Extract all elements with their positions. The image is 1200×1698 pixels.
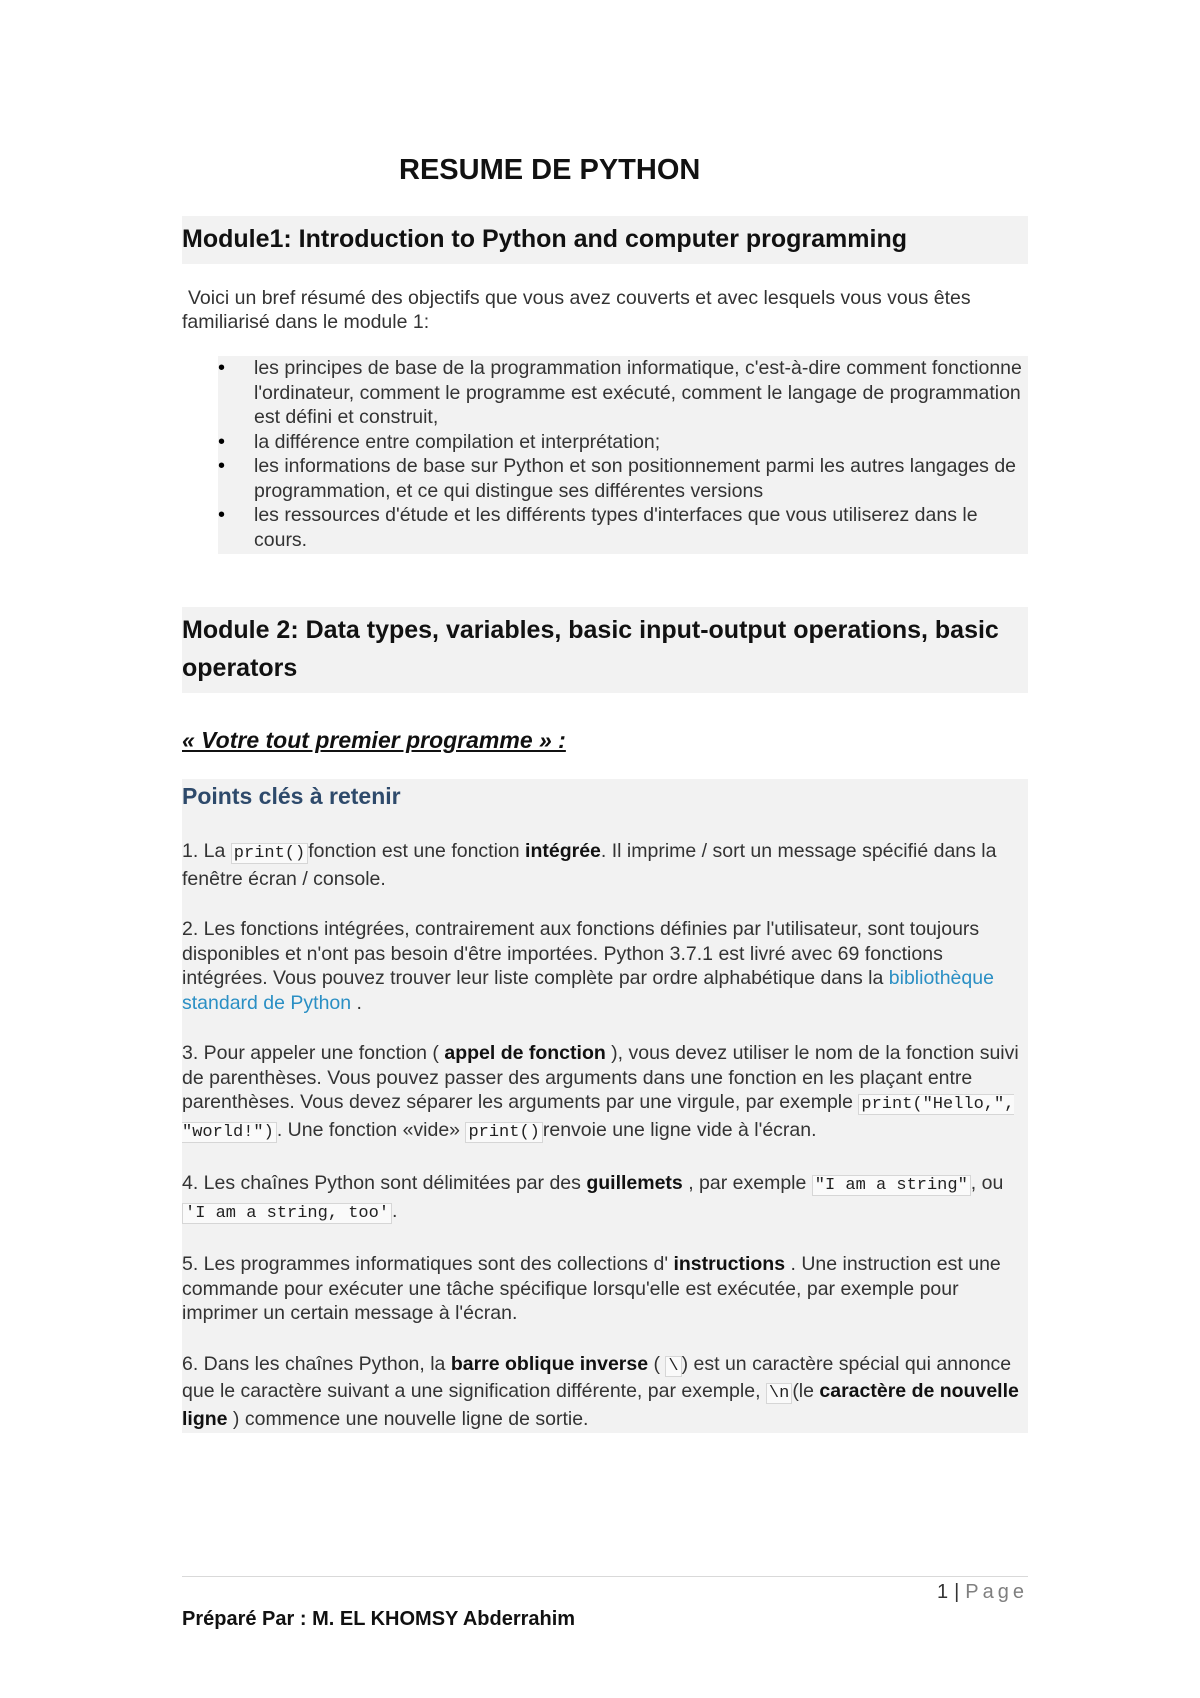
module1-intro-text: Voici un bref résumé des objectifs que vous avez couverts et avec lesquels vous vous êtes familiarisé dans le module 1: <box>182 287 971 333</box>
document-title: RESUME DE PYTHON <box>399 154 701 186</box>
text-run: 1. La <box>182 840 231 862</box>
text-run: 2. Les fonctions intégrées, contrairement aux fonctions définies par l'utilisateur, sont toujours disponibles et n'ont pas besoin d'être importées. Python 3.7.1 est livré avec 69 fonctions intégrées. Vous pouvez trouver leur liste complète par ordre alphabétique dans la <box>182 918 980 989</box>
page-label: Page <box>965 1581 1028 1603</box>
inline-code: print() <box>465 1122 542 1143</box>
text-run: ), vous devez utiliser le nom de la fonction suivi de parenthèses. Vous pouvez passer des arguments dans une fonction en les plaçant entre parenthèses. Vous devez séparer les arguments par une virgule, par exemple <box>182 1042 1019 1113</box>
text-run: ) est un caractère spécial qui annonce que le caractère suivant a une signification différente, par exemple, <box>182 1352 1012 1402</box>
text-run: ) commence une nouvelle ligne de sortie. <box>227 1407 589 1430</box>
list-item <box>218 430 1028 455</box>
module1-section <box>182 216 1028 554</box>
module2-section <box>182 607 1028 1433</box>
text-run: (le <box>792 1380 820 1402</box>
text-run: . Il imprime / sort un message spécifié dans la fenêtre écran / console. <box>182 840 997 890</box>
inline-code: print() <box>231 843 308 864</box>
module2-subtitle: « Votre tout premier programme » : <box>182 727 566 753</box>
text-run: . <box>351 991 362 1014</box>
module1-heading <box>182 216 1028 264</box>
page-number <box>937 1581 1028 1604</box>
module1-intro <box>182 286 1028 334</box>
text-run: 3. Pour appeler une fonction ( <box>182 1042 445 1064</box>
text-run: . <box>392 1199 398 1222</box>
text-run: renvoie une ligne vide à l'écran. <box>542 1118 817 1141</box>
key-point-5 <box>182 1252 1028 1326</box>
key-points-heading: Points clés à retenir <box>182 783 401 809</box>
page-number-separator: | <box>954 1581 960 1603</box>
text-run: , ou <box>970 1172 1004 1194</box>
list-item-text: les principes de base de la programmation informatique, c'est-à-dire comment fonctionne l'ordinateur, comment le programme est exécuté, comment le langage de programmation est défini et construit, <box>254 357 1022 428</box>
key-point-2 <box>182 917 1028 1015</box>
key-point-1 <box>182 839 1028 891</box>
inline-code: 'I am a string, too' <box>182 1203 392 1224</box>
text-run: , par exemple <box>682 1172 812 1194</box>
footer-divider <box>182 1576 1028 1577</box>
text-run: ( <box>648 1352 666 1375</box>
bullet-icon: • <box>218 455 226 477</box>
inline-code: print("Hello,", "world!") <box>182 1095 1015 1142</box>
module1-heading-bold: Module1 <box>182 225 284 253</box>
bold-term: appel de fonction <box>444 1042 606 1064</box>
python-stdlib-link[interactable]: bibliothèque standard de Python <box>182 967 994 1014</box>
list-item <box>218 454 1028 503</box>
bold-term: intégrée <box>525 840 601 862</box>
list-item-text: les ressources d'étude et les différents types d'interfaces que vous utiliserez dans le cours. <box>254 504 978 551</box>
key-point-3 <box>182 1041 1028 1145</box>
text-run: 5. Les programmes informatiques sont des collections d' <box>182 1253 674 1275</box>
author-name: M. EL KHOMSY Abderrahim <box>312 1608 576 1630</box>
inline-code: \ <box>665 1356 681 1377</box>
key-point-4 <box>182 1171 1028 1226</box>
bold-term: guillemets <box>586 1172 683 1194</box>
module1-objectives-list <box>218 356 1028 554</box>
bullet-icon: • <box>218 504 226 526</box>
module2-heading: Module 2: Data types, variables, basic input-output operations, basic operators <box>182 607 1028 693</box>
text-run: . Une instruction est une commande pour exécuter une tâche spécifique lorsqu'elle est exécutée, par exemple pour imprimer un certain message à l'écran. <box>182 1253 1001 1324</box>
bullet-icon: • <box>218 430 226 453</box>
page-content <box>182 150 1028 1433</box>
list-item <box>218 503 1028 552</box>
text-run: fonction est une fonction <box>308 840 526 862</box>
text-run: . Une fonction «vide» <box>276 1118 466 1141</box>
inline-code: "I am a string" <box>812 1175 971 1196</box>
bold-term: caractère de nouvelle ligne <box>182 1380 1019 1430</box>
key-point-6 <box>182 1352 1028 1432</box>
key-points-block <box>182 779 1028 1433</box>
prepared-by-label: Préparé Par : <box>182 1608 307 1630</box>
text-run: 4. Les chaînes Python sont délimitées par des <box>182 1172 587 1194</box>
prepared-by <box>182 1608 575 1631</box>
list-item-text: la différence entre compilation et interprétation; <box>254 430 661 453</box>
text-run: 6. Dans les chaînes Python, la <box>182 1352 451 1375</box>
bold-term: barre oblique inverse <box>450 1352 649 1375</box>
bold-term: instructions <box>673 1253 786 1275</box>
list-item-text: les informations de base sur Python et son positionnement parmi les autres langages de programmation, et ce qui distingue ses différentes versions <box>254 455 1017 502</box>
inline-code: \n <box>766 1383 792 1404</box>
module1-heading-rest: : Introduction to Python and computer programming <box>283 225 907 253</box>
bullet-icon: • <box>218 357 226 379</box>
list-item <box>218 356 1028 430</box>
page-number-value: 1 <box>936 1581 949 1603</box>
